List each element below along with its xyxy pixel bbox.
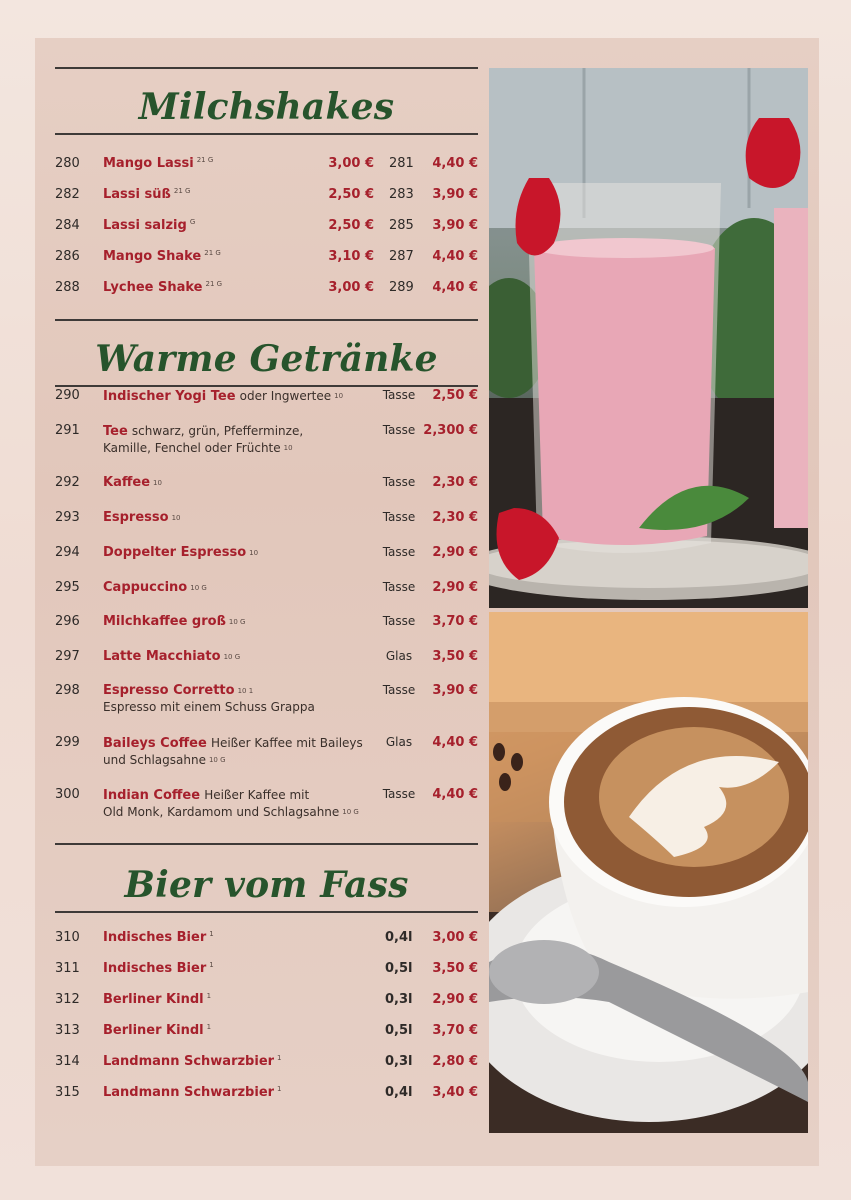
item-description-line2: Espresso mit einem Schuss Grappa <box>103 700 315 714</box>
item-number: 290 <box>55 388 80 403</box>
item-number: 312 <box>55 992 80 1007</box>
menu-item-row <box>55 1054 478 1074</box>
item-price: 2,50 € <box>328 187 374 202</box>
item-name: Milchkaffee groß <box>103 614 226 629</box>
item-volume: 0,3l <box>385 1054 413 1069</box>
menu-column <box>55 38 485 1166</box>
item-name: Lassi süß $^{21 G}$ <box>103 187 191 202</box>
item-name: Indian Coffee <box>103 788 201 803</box>
item-number-large: 281 <box>389 156 414 171</box>
item-number: 284 <box>55 218 80 233</box>
item-number: 288 <box>55 280 80 295</box>
item-unit: Glas <box>385 649 413 663</box>
menu-item-row <box>55 992 478 1012</box>
item-number: 314 <box>55 1054 80 1069</box>
item-name: Indischer Yogi Tee <box>103 389 236 404</box>
item-name: Landmann Schwarzbier $^1$ <box>103 1054 282 1069</box>
item-volume: 0,5l <box>385 1023 413 1038</box>
item-description: Heißer Kaffee mit Baileys <box>210 736 363 750</box>
allergen-note: 10 G <box>223 653 241 661</box>
item-price: 2,90 € <box>432 545 478 560</box>
item-number: 293 <box>55 510 80 525</box>
allergen-note: 1 <box>206 992 212 1000</box>
item-number: 310 <box>55 930 80 945</box>
item-name: Mango Shake $^{21 G}$ <box>103 249 221 264</box>
item-number: 313 <box>55 1023 80 1038</box>
item-name: Tee <box>103 424 128 439</box>
item-number: 297 <box>55 649 80 664</box>
item-name: Berliner Kindl $^1$ <box>103 1023 212 1038</box>
item-number: 286 <box>55 249 80 264</box>
item-price: 3,50 € <box>432 649 478 664</box>
item-unit: Tasse <box>382 510 416 524</box>
item-name: Indisches Bier $^1$ <box>103 961 214 976</box>
item-text <box>103 614 378 630</box>
item-price: 2,50 € <box>328 218 374 233</box>
allergen-note: 1 <box>277 1085 282 1093</box>
menu-item-row <box>55 187 478 207</box>
item-number: 292 <box>55 475 80 490</box>
allergen-note: 10 <box>249 549 259 557</box>
divider <box>55 911 478 913</box>
allergen-note: 10 <box>171 514 181 522</box>
item-text <box>103 735 378 769</box>
item-number: 311 <box>55 961 80 976</box>
divider <box>55 319 478 321</box>
allergen-note: 10 G <box>342 808 359 816</box>
item-text <box>103 423 378 457</box>
item-number: 296 <box>55 614 80 629</box>
item-price: 3,70 € <box>432 614 478 629</box>
cappuccino-photo <box>489 612 808 1133</box>
item-text <box>103 787 378 821</box>
divider <box>55 385 478 387</box>
allergen-note: 21 G <box>204 249 221 257</box>
item-number: 299 <box>55 735 80 750</box>
item-unit: Tasse <box>382 787 416 801</box>
menu-item-row <box>55 156 478 176</box>
menu-page <box>35 38 819 1166</box>
item-number: 291 <box>55 423 80 438</box>
menu-item-row <box>55 218 478 238</box>
allergen-note: 10 <box>334 392 344 400</box>
item-unit: Tasse <box>382 475 416 489</box>
allergen-note: 21 G <box>196 156 214 164</box>
item-price: 4,40 € <box>432 787 478 802</box>
item-name: Latte Macchiato <box>103 649 221 664</box>
item-volume: 0,4l <box>385 930 413 945</box>
menu-item-row <box>55 1085 478 1105</box>
item-name: Doppelter Espresso <box>103 545 247 560</box>
allergen-note: 1 <box>209 961 214 969</box>
item-price: 2,90 € <box>432 992 478 1007</box>
item-price: 2,90 € <box>432 580 478 595</box>
section-title-warme-getraenke: Warme Getränke <box>95 338 438 380</box>
item-text <box>103 683 378 716</box>
item-unit: Tasse <box>382 388 416 402</box>
item-name: Kaffee <box>103 475 151 490</box>
item-number-large: 289 <box>389 280 414 295</box>
item-name: Lassi salzig $^G$ <box>103 218 196 233</box>
item-price: 2,300 € <box>423 423 478 438</box>
item-unit: Tasse <box>382 683 416 697</box>
item-price: 3,00 € <box>328 280 374 295</box>
item-number: 315 <box>55 1085 80 1100</box>
divider <box>55 67 478 69</box>
item-name: Landmann Schwarzbier $^1$ <box>103 1085 282 1100</box>
allergen-note: 10 <box>153 479 162 487</box>
item-price-large: 4,40 € <box>432 280 478 295</box>
divider <box>55 133 478 135</box>
item-price: 3,00 € <box>328 156 374 171</box>
item-unit: Tasse <box>382 545 416 559</box>
item-number: 298 <box>55 683 80 698</box>
item-price: 3,70 € <box>432 1023 478 1038</box>
item-volume: 0,5l <box>385 961 413 976</box>
allergen-note: 21 G <box>205 280 223 288</box>
item-number: 282 <box>55 187 80 202</box>
item-price: 2,80 € <box>432 1054 478 1069</box>
item-price: 3,40 € <box>432 1085 478 1100</box>
divider <box>55 843 478 845</box>
item-name: Berliner Kindl $^1$ <box>103 992 212 1007</box>
item-name: Mango Lassi $^{21 G}$ <box>103 156 214 171</box>
item-description: schwarz, grün, Pfefferminze, <box>131 424 304 438</box>
allergen-note: 1 <box>277 1054 282 1062</box>
allergen-note: G <box>189 218 196 226</box>
item-price: 4,40 € <box>432 735 478 750</box>
item-number: 300 <box>55 787 80 802</box>
item-text <box>103 388 378 405</box>
item-unit: Tasse <box>382 614 416 628</box>
item-description-line2: und Schlagsahne <box>103 753 206 767</box>
menu-item-row <box>55 249 478 269</box>
item-description-line2: Kamille, Fenchel oder Früchte <box>103 441 281 455</box>
item-unit: Tasse <box>382 423 416 437</box>
item-price: 3,50 € <box>432 961 478 976</box>
item-text <box>103 475 378 491</box>
item-price: 3,10 € <box>328 249 374 264</box>
allergen-note: 1 <box>206 1023 212 1031</box>
allergen-note: 10 1 <box>237 687 254 695</box>
item-text <box>103 580 378 596</box>
allergen-note: 1 <box>209 930 214 938</box>
item-number-large: 285 <box>389 218 414 233</box>
allergen-note: 10 <box>283 444 293 452</box>
item-name: Espresso <box>103 510 169 525</box>
item-price-large: 3,90 € <box>432 218 478 233</box>
menu-item-row <box>55 930 478 950</box>
item-name: Baileys Coffee <box>103 736 207 751</box>
item-name: Cappuccino <box>103 580 188 595</box>
menu-item-row <box>55 1023 478 1043</box>
item-number: 294 <box>55 545 80 560</box>
menu-item-row <box>55 961 478 981</box>
section-title-milchshakes: Milchshakes <box>138 86 395 128</box>
allergen-note: 10 G <box>208 756 226 764</box>
item-unit: Tasse <box>382 580 416 594</box>
item-price: 3,90 € <box>432 683 478 698</box>
strawberry-milkshake-photo <box>489 68 808 608</box>
item-price-large: 4,40 € <box>432 249 478 264</box>
item-price: 2,50 € <box>432 388 478 403</box>
menu-item-row <box>55 280 478 300</box>
allergen-note: 10 G <box>228 618 246 626</box>
item-number: 295 <box>55 580 80 595</box>
item-text <box>103 649 378 665</box>
item-description: Heißer Kaffee mit <box>204 788 310 802</box>
item-price: 2,30 € <box>432 510 478 525</box>
allergen-note: 21 G <box>173 187 191 195</box>
item-text <box>103 545 378 561</box>
item-volume: 0,3l <box>385 992 413 1007</box>
item-price-large: 3,90 € <box>432 187 478 202</box>
item-price: 3,00 € <box>432 930 478 945</box>
item-volume: 0,4l <box>385 1085 413 1100</box>
item-description-line2: Old Monk, Kardamom und Schlagsahne <box>103 805 340 819</box>
allergen-note: 10 G <box>190 584 207 592</box>
item-description: oder Ingwertee <box>239 389 332 403</box>
item-number-large: 283 <box>389 187 414 202</box>
item-number: 280 <box>55 156 80 171</box>
item-price: 2,30 € <box>432 475 478 490</box>
item-name: Indisches Bier $^1$ <box>103 930 214 945</box>
item-price-large: 4,40 € <box>432 156 478 171</box>
item-unit: Glas <box>385 735 413 749</box>
item-name: Lychee Shake $^{21 G}$ <box>103 280 223 295</box>
item-text <box>103 510 378 526</box>
item-name: Espresso Corretto <box>103 683 235 698</box>
item-number-large: 287 <box>389 249 414 264</box>
section-title-bier-vom-fass: Bier vom Fass <box>124 864 409 906</box>
